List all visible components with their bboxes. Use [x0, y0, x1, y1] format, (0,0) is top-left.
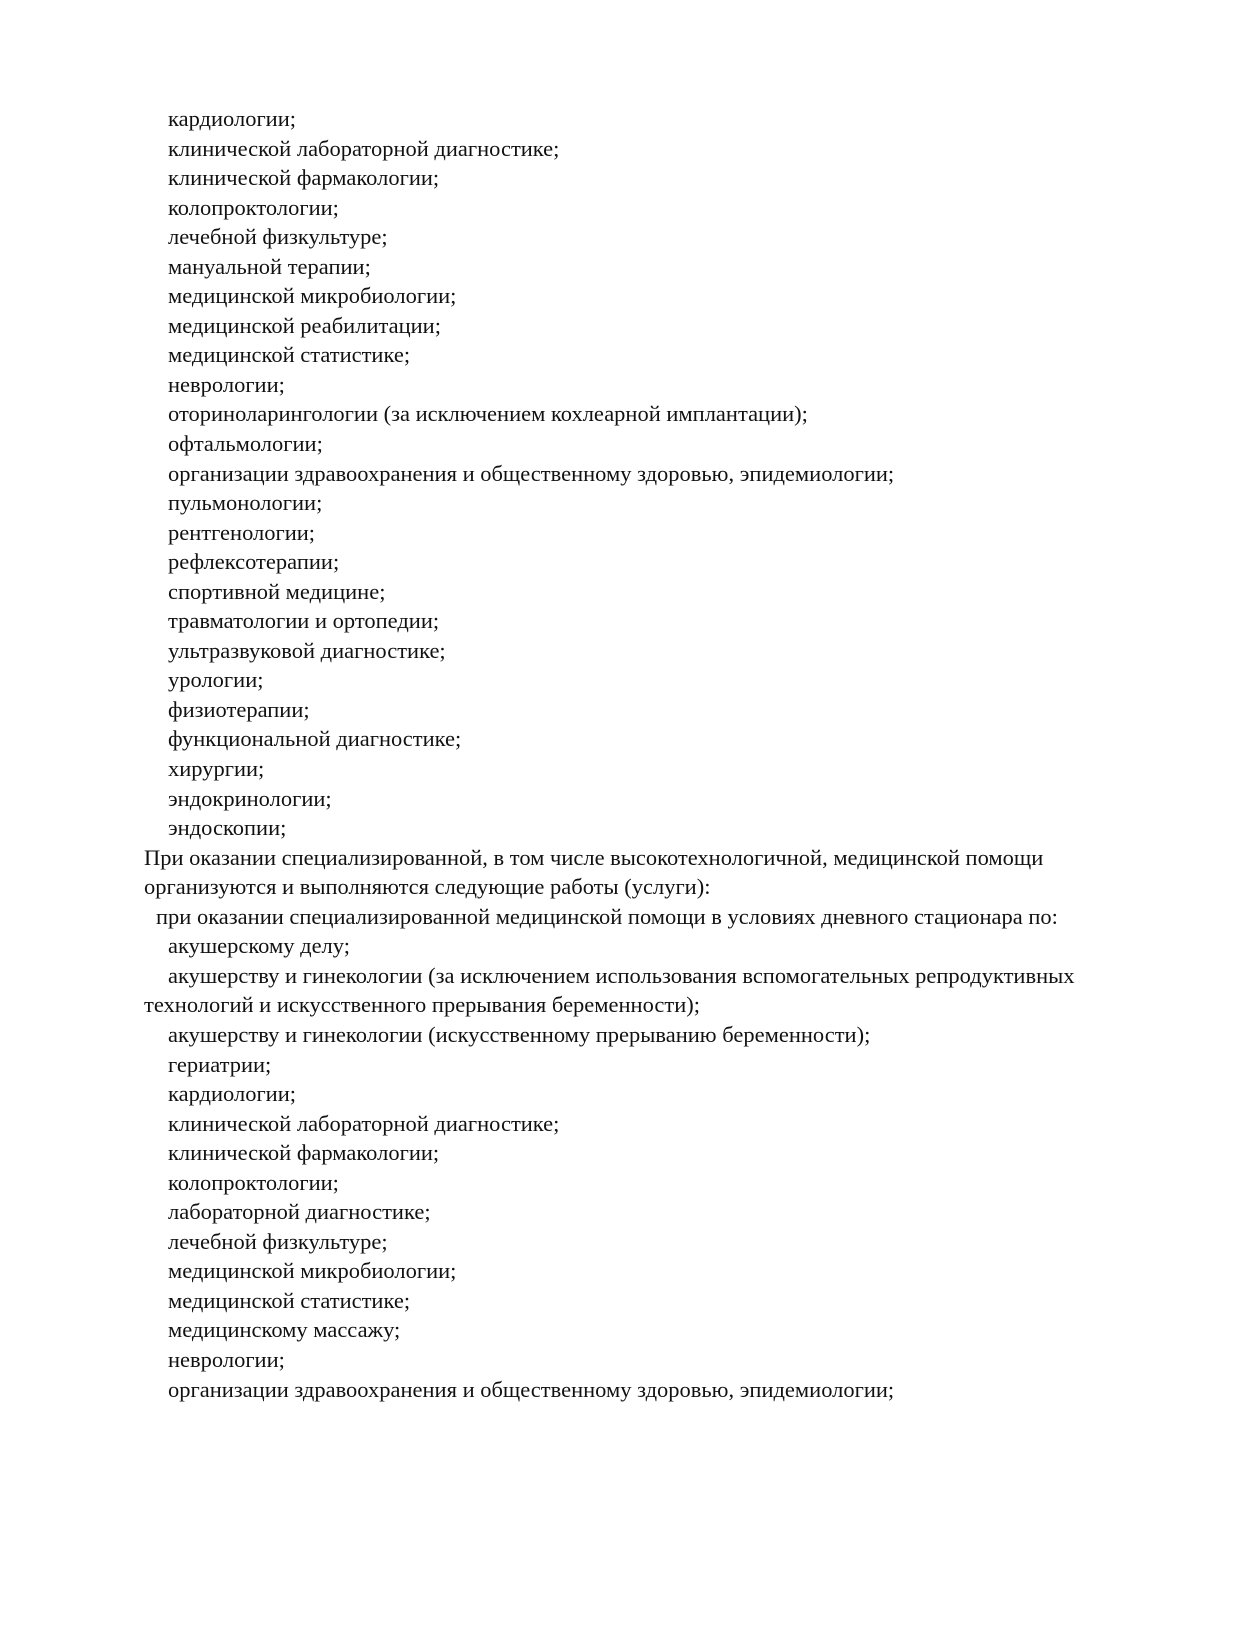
list-item: мануальной терапии;: [168, 253, 371, 279]
list-item: клинической фармакологии;: [168, 1140, 440, 1166]
list-item: клинической лабораторной диагностике;: [168, 135, 560, 161]
list-item: гериатрии;: [168, 1051, 272, 1077]
list-item: рентгенологии;: [168, 519, 316, 545]
list-item: пульмонологии;: [168, 490, 323, 516]
list-item: офтальмологии;: [168, 431, 323, 457]
list-item: эндокринологии;: [168, 785, 332, 811]
list-item: колопроктологии;: [168, 194, 339, 220]
list-item: медицинской реабилитации;: [168, 312, 441, 338]
list-item: урологии;: [168, 667, 264, 693]
list-item: кардиологии;: [168, 1081, 297, 1107]
list-item: неврологии;: [168, 371, 285, 397]
list-item: медицинской статистике;: [168, 1287, 411, 1313]
list-item: эндоскопии;: [168, 815, 287, 841]
section-subheading: при оказании специализированной медицинской помощи в условиях дневного стационара по:: [156, 903, 1058, 929]
list-item: акушерству и гинекологии (искусственному прерыванию беременности);: [168, 1021, 871, 1047]
list-item: клинической фармакологии;: [168, 165, 440, 191]
list-item: ультразвуковой диагностике;: [168, 637, 446, 663]
list-item: лечебной физкультуре;: [168, 1228, 388, 1254]
list-item: акушерскому делу;: [168, 933, 350, 959]
list-item: физиотерапии;: [168, 696, 310, 722]
list-item: хирургии;: [168, 756, 265, 782]
list-item: медицинской статистике;: [168, 342, 411, 368]
list-item: организации здравоохранения и общественному здоровью, эпидемиологии;: [168, 1376, 895, 1402]
specialty-list-day-hospital: [144, 931, 1164, 1404]
specialty-list-outpatient: [144, 104, 1164, 843]
list-item: травматологии и ортопедии;: [168, 608, 440, 634]
list-item: организации здравоохранения и общественному здоровью, эпидемиологии;: [168, 460, 895, 486]
list-item: неврологии;: [168, 1346, 285, 1372]
list-item: акушерству и гинекологии (за исключением использования вспомогательных репродуктивных технологий и искусственного прерывания беременности);: [144, 962, 1075, 1018]
list-item: медицинскому массажу;: [168, 1317, 401, 1343]
list-item: лабораторной диагностике;: [168, 1199, 431, 1225]
list-item: рефлексотерапии;: [168, 549, 340, 575]
list-item: колопроктологии;: [168, 1169, 339, 1195]
list-item: функциональной диагностике;: [168, 726, 462, 752]
list-item: медицинской микробиологии;: [168, 283, 457, 309]
list-item: клинической лабораторной диагностике;: [168, 1110, 560, 1136]
list-item: оториноларингологии (за исключением кохлеарной имплантации);: [168, 401, 808, 427]
list-item: медицинской микробиологии;: [168, 1258, 457, 1284]
list-item: кардиологии;: [168, 106, 297, 131]
intro-paragraph: При оказании специализированной, в том числе высокотехнологичной, медицинской помощи организуются и выполняются следующие работы (услуги):: [144, 844, 1044, 900]
list-item: спортивной медицине;: [168, 578, 386, 604]
list-item: лечебной физкультуре;: [168, 224, 388, 250]
document-body: [144, 104, 1164, 1404]
